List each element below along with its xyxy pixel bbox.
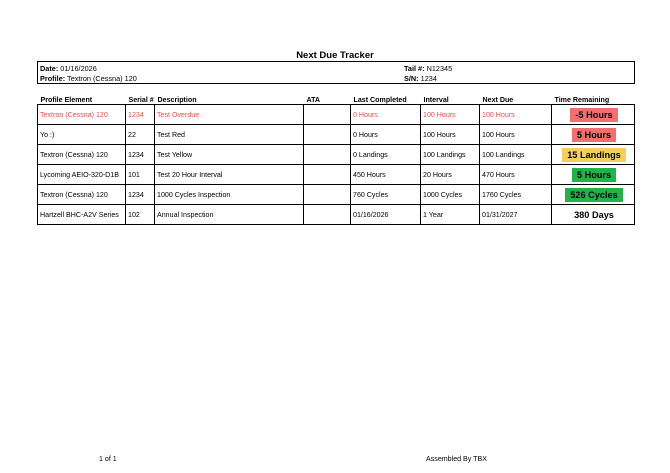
serial-cell: 22: [126, 125, 155, 145]
serial-cell: 1234: [126, 185, 155, 205]
profile-element-cell: Yo :): [38, 125, 126, 145]
tail-line: [404, 64, 452, 73]
serial-cell: 1234: [126, 145, 155, 165]
profile-line: [40, 74, 137, 83]
time-remaining-cell: [552, 105, 635, 125]
time-remaining-badge: 5 Hours: [572, 168, 616, 182]
interval-cell: 100 Hours: [421, 125, 480, 145]
time-remaining-cell: [552, 125, 635, 145]
table-row: [38, 145, 635, 165]
date-value: 01/16/2026: [60, 64, 97, 73]
date-line: [40, 64, 97, 73]
footer-credit: Assembled By TBX: [426, 455, 487, 463]
serial-cell: 102: [126, 205, 155, 225]
table-row: [38, 165, 635, 185]
last-completed-cell: 0 Hours: [351, 105, 421, 125]
next-due-cell: 100 Hours: [480, 125, 552, 145]
tail-label: Tail #:: [404, 64, 425, 73]
sn-label: S/N:: [404, 74, 419, 83]
table-row: [38, 105, 635, 125]
description-cell: Annual Inspection: [155, 205, 304, 225]
time-remaining-badge: 526 Cycles: [565, 188, 623, 202]
last-completed-cell: 0 Hours: [351, 125, 421, 145]
serial-cell: 1234: [126, 105, 155, 125]
interval-cell: 1000 Cycles: [421, 185, 480, 205]
column-header-serial: Serial #: [126, 94, 155, 105]
time-remaining-cell: [552, 165, 635, 185]
ata-cell: [304, 205, 351, 225]
last-completed-cell: 450 Hours: [351, 165, 421, 185]
profile-label: Profile:: [40, 74, 66, 83]
table-header-row: [38, 94, 635, 105]
profile-element-cell: Textron (Cessna) 120: [38, 145, 126, 165]
column-header-time-remaining: Time Remaining: [552, 94, 635, 105]
description-cell: Test Red: [155, 125, 304, 145]
time-remaining-badge: 5 Hours: [572, 128, 616, 142]
ata-cell: [304, 165, 351, 185]
next-due-cell: 01/31/2027: [480, 205, 552, 225]
next-due-cell: 470 Hours: [480, 165, 552, 185]
description-cell: Test Overdue: [155, 105, 304, 125]
next-due-cell: 100 Landings: [480, 145, 552, 165]
column-header-last-completed: Last Completed: [351, 94, 421, 105]
column-header-profile-element: Profile Element: [38, 94, 126, 105]
ata-cell: [304, 125, 351, 145]
aircraft-info-box: [37, 61, 635, 84]
profile-element-cell: Lycoming AEIO-320-D1B: [38, 165, 126, 185]
profile-element-cell: Textron (Cessna) 120: [38, 105, 126, 125]
page-title: Next Due Tracker: [296, 50, 374, 61]
interval-cell: 1 Year: [421, 205, 480, 225]
column-header-ata: ATA: [304, 94, 351, 105]
ata-cell: [304, 185, 351, 205]
table-row: [38, 205, 635, 225]
time-remaining-badge: 15 Landings: [562, 148, 626, 162]
interval-cell: 100 Landings: [421, 145, 480, 165]
time-remaining-cell: [552, 205, 635, 225]
page-number: 1 of 1: [99, 455, 117, 463]
last-completed-cell: 0 Landings: [351, 145, 421, 165]
interval-cell: 100 Hours: [421, 105, 480, 125]
column-header-description: Description: [155, 94, 304, 105]
profile-element-cell: Textron (Cessna) 120: [38, 185, 126, 205]
next-due-cell: 100 Hours: [480, 105, 552, 125]
sn-line: [404, 74, 437, 83]
ata-cell: [304, 145, 351, 165]
time-remaining-cell: [552, 145, 635, 165]
table-row: [38, 185, 635, 205]
table-row: [38, 125, 635, 145]
description-cell: 1000 Cycles Inspection: [155, 185, 304, 205]
last-completed-cell: 01/16/2026: [351, 205, 421, 225]
date-label: Date:: [40, 64, 59, 73]
column-header-interval: Interval: [421, 94, 480, 105]
description-cell: Test 20 Hour Interval: [155, 165, 304, 185]
serial-cell: 101: [126, 165, 155, 185]
next-due-cell: 1760 Cycles: [480, 185, 552, 205]
column-header-next-due: Next Due: [480, 94, 552, 105]
tail-value: N12345: [426, 64, 453, 73]
time-remaining-badge: -5 Hours: [570, 108, 617, 122]
next-due-table: [37, 94, 635, 225]
time-remaining-cell: [552, 185, 635, 205]
profile-element-cell: Hartzell BHC-A2V Series: [38, 205, 126, 225]
last-completed-cell: 760 Cycles: [351, 185, 421, 205]
profile-value: Textron (Cessna) 120: [67, 74, 137, 83]
interval-cell: 20 Hours: [421, 165, 480, 185]
description-cell: Test Yellow: [155, 145, 304, 165]
time-remaining-badge: 380 Days: [574, 209, 614, 220]
ata-cell: [304, 105, 351, 125]
sn-value: 1234: [420, 74, 437, 83]
